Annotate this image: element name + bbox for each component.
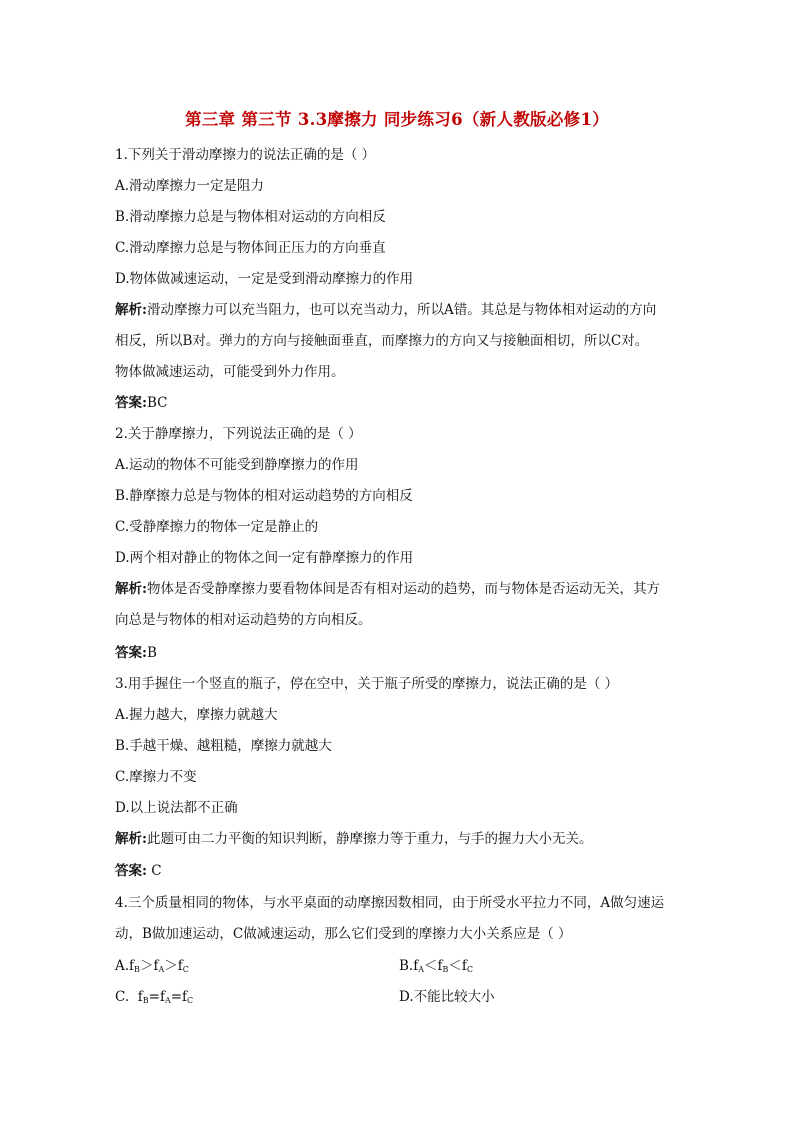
q3-option-a: A.握力越大，摩擦力就越大: [115, 707, 278, 723]
q4-option-d: D.不能比较大小: [399, 989, 495, 1005]
analysis-label: 解析:: [115, 831, 147, 847]
page-title: 第三章 第三节 3.3摩擦力 同步练习6（新人教版必修1）: [184, 110, 610, 129]
q2-analysis-line-2: 向总是与物体的相对运动趋势的方向相反。: [115, 612, 372, 628]
q3-option-b: B.手越干燥、越粗糙，摩擦力就越大: [115, 738, 332, 754]
q1-option-b: B.滑动摩擦力总是与物体相对运动的方向相反: [115, 209, 386, 225]
q1-answer: 答案:BC: [115, 395, 168, 411]
q2-option-d: D.两个相对静止的物体之间一定有静摩擦力的作用: [115, 550, 414, 566]
analysis-label: 解析:: [115, 581, 147, 597]
answer-label: 答案:: [115, 863, 147, 879]
q1-option-c: C.滑动摩擦力总是与物体间正压力的方向垂直: [115, 240, 386, 256]
q1-option-a: A.滑动摩擦力一定是阻力: [115, 178, 265, 194]
q2-option-b: B.静摩擦力总是与物体的相对运动趋势的方向相反: [115, 488, 413, 504]
q4-options-row-1: [115, 957, 685, 979]
q4-option-c: C. $f_B=f_A=f_C$: [115, 989, 194, 1005]
q2-analysis-line-1: 解析:物体是否受静摩擦力要看物体间是否有相对运动的趋势，而与物体是否运动无关，其方: [115, 581, 660, 597]
q1-analysis-line-1: 解析:滑动摩擦力可以充当阻力，也可以充当动力，所以A错。其总是与物体相对运动的方向: [115, 302, 657, 318]
q4-option-b: $B.f_A<f_B<f_C$: [399, 958, 474, 974]
q4-option-a: $A.f_B>f_A>f_C$: [115, 958, 189, 974]
q4-stem-line-1: 4.三个质量相同的物体，与水平桌面的动摩擦因数相同，由于所受水平拉力不同，A做匀速运: [115, 895, 665, 911]
analysis-label: 解析:: [115, 302, 147, 318]
q2-option-c: C.受静摩擦力的物体一定是静止的: [115, 519, 319, 535]
q2-answer: 答案:B: [115, 645, 157, 661]
q4-options-row-2: [115, 988, 685, 1010]
q2-option-a: A.运动的物体不可能受到静摩擦力的作用: [115, 457, 359, 473]
q3-option-c: C.摩擦力不变: [115, 769, 197, 785]
q4-stem-line-2: 动，B做加速运动，C做减速运动，那么它们受到的摩擦力大小关系应是（ ）: [115, 926, 572, 942]
q3-option-d: D.以上说法都不正确: [115, 800, 238, 816]
q2-stem: 2.关于静摩擦力，下列说法正确的是（ ）: [115, 426, 362, 442]
q1-analysis-line-2: 相反，所以B对。弹力的方向与接触面垂直，而摩擦力的方向又与接触面相切，所以C对。: [115, 333, 649, 349]
q1-analysis-line-3: 物体做减速运动，可能受到外力作用。: [115, 364, 345, 380]
q3-stem: 3.用手握住一个竖直的瓶子，停在空中，关于瓶子所受的摩擦力，说法正确的是（ ）: [115, 676, 619, 692]
answer-label: 答案:: [115, 395, 147, 411]
q1-option-d: D.物体做减速运动，一定是受到滑动摩擦力的作用: [115, 271, 414, 287]
q3-answer: 答案: C: [115, 863, 162, 879]
answer-label: 答案:: [115, 645, 147, 661]
q3-analysis-line-1: 解析:此题可由二力平衡的知识判断，静摩擦力等于重力，与手的握力大小无关。: [115, 831, 593, 847]
q1-stem: 1.下列关于滑动摩擦力的说法正确的是（ ）: [115, 147, 376, 163]
